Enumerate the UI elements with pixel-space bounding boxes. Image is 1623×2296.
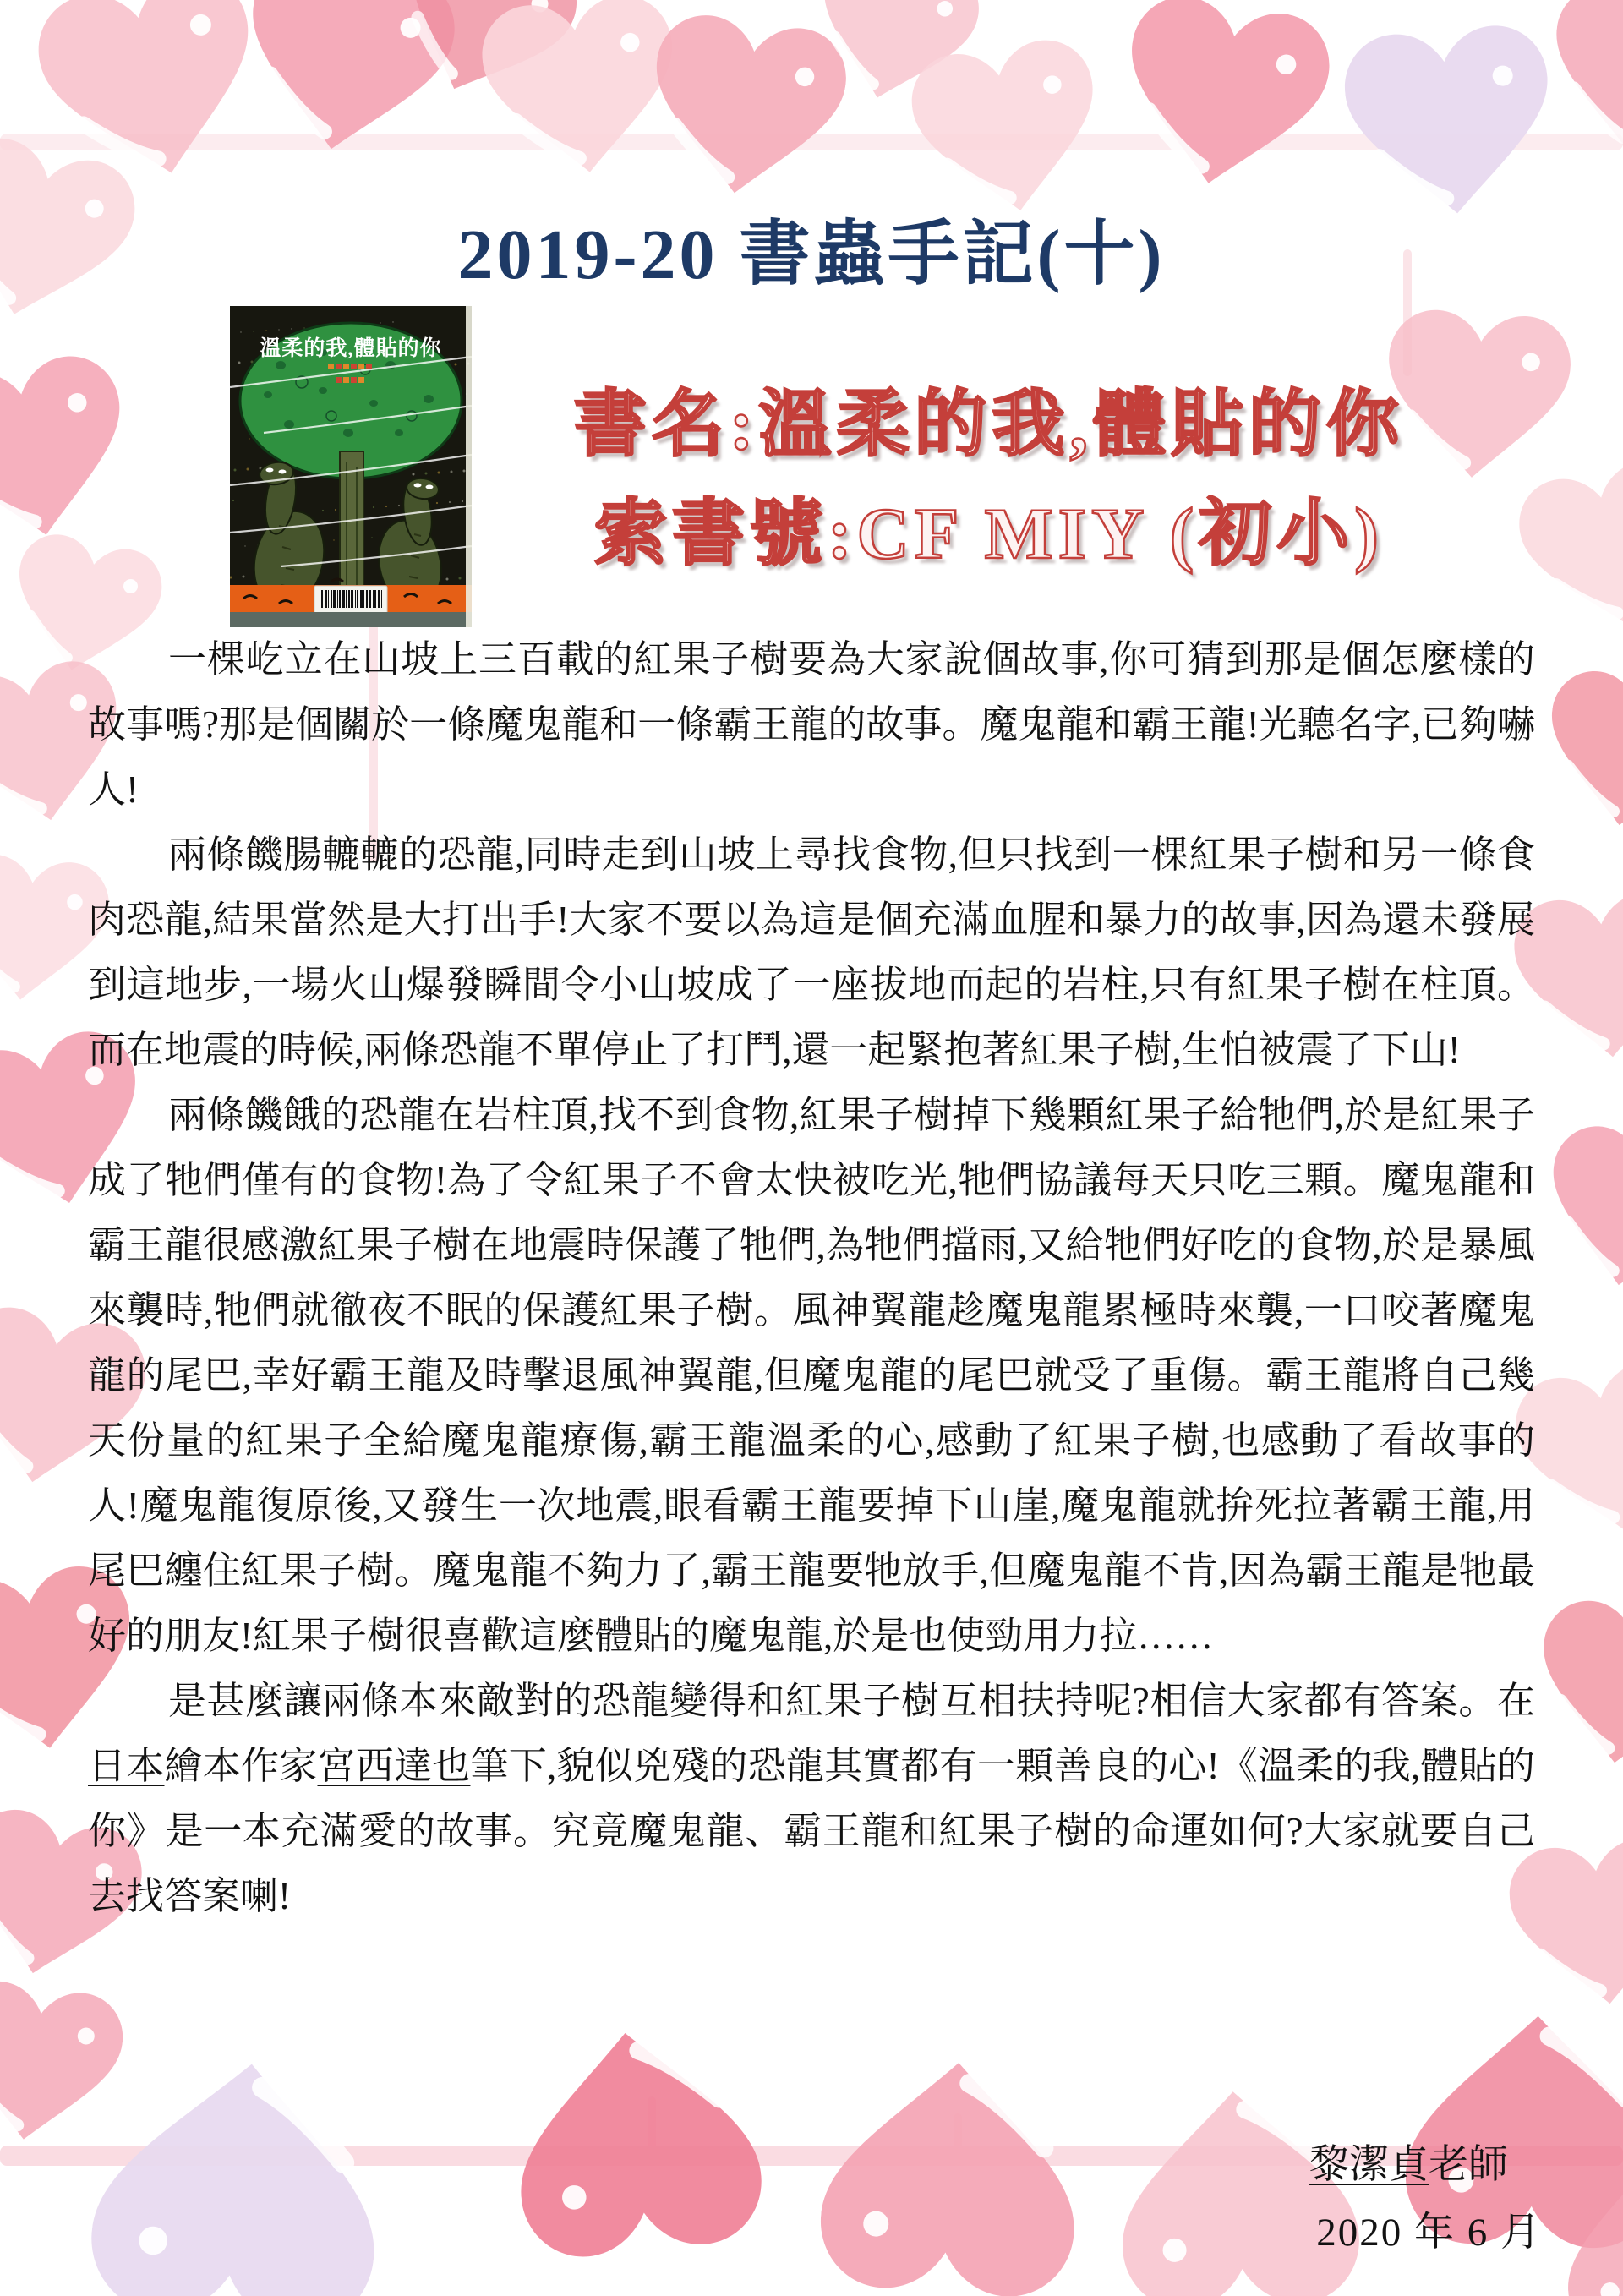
book-cover-art — [230, 306, 472, 627]
barcode-sticker — [314, 586, 387, 615]
call-number-line: 索書號:CF MIY (初小) — [594, 493, 1384, 574]
story-text — [88, 627, 1535, 1929]
teacher-signature: 黎潔貞老師 — [1309, 2143, 1508, 2187]
underlined-author-name: 宮西達也 — [317, 1745, 471, 1787]
book-info — [440, 370, 1538, 588]
underlined-japan: 日本 — [88, 1745, 165, 1787]
paragraph-2: 兩條饑腸轆轆的恐龍,同時走到山坡上尋找食物,但只找到一棵紅果子樹和另一條食肉恐龍,結果當然是大打出手!大家不要以為這是個充滿血腥和暴力的故事,因為還未發展到這地步,一場火山爆發瞬間令小山坡成了一座拔地而起的岩柱,只有紅果子樹在柱頂。而在地震的時候,兩條恐龍不單停止了打鬥,還一起緊抱著紅果子樹,生怕被震了下山! — [88, 834, 1535, 1071]
book-title-line: 書名:溫柔的我,體貼的你 — [573, 384, 1405, 465]
paragraph-4: 是甚麼讓兩條本來敵對的恐龍變得和紅果子樹互相扶持呢?相信大家都有答案。在日本繪本作家宮西達也筆下,貌似兇殘的恐龍其實都有一顆善良的心!《溫柔的我,體貼的你》是一本充滿愛的故事。究竟魔鬼龍、霸王龍和紅果子樹的命運如何?大家就要自己去找答案喇! — [88, 1680, 1535, 1917]
book-cover-image — [230, 306, 472, 627]
cover-title: 溫柔的我,體貼的你 — [260, 337, 442, 360]
paragraph-3: 兩條饑餓的恐龍在岩柱頂,找不到食物,紅果子樹掉下幾顆紅果子給牠們,於是紅果子成了牠們僅有的食物!為了令紅果子不會太快被吃光,牠們協議每天只吃三顆。魔鬼龍和霸王龍很感激紅果子樹在地震時保護了牠們,為牠們擋雨,又給牠們好吃的食物,於是暴風來襲時,牠們就徹夜不眠的保護紅果子樹。風神翼龍趁魔鬼龍累極時來襲,一口咬著魔鬼龍的尾巴,幸好霸王龍及時擊退風神翼龍,但魔鬼龍的尾巴就受了重傷。霸王龍將自己幾天份量的紅果子全給魔鬼龍療傷,霸王龍溫柔的心,感動了紅果子樹,也感動了看故事的人!魔鬼龍復原後,又發生一次地震,眼看霸王龍要掉下山崖,魔鬼龍就拚死拉著霸王龍,用尾巴纏住紅果子樹。魔鬼龍不夠力了,霸王龍要牠放手,但魔鬼龍不肯,因為霸王龍是牠最好的朋友!紅果子樹很喜歡這麼體貼的魔鬼龍,於是也使勁用力拉…… — [88, 1094, 1535, 1657]
date: 2020 年 6 月 — [1316, 2211, 1542, 2255]
signature-block — [1309, 2137, 1549, 2260]
page-title: 2019-20 書蟲手記(十) — [457, 216, 1166, 294]
paragraph-1: 一棵屹立在山坡上三百載的紅果子樹要為大家說個故事,你可猜到那是個怎麼樣的故事嗎?那是個關於一條魔鬼龍和一條霸王龍的故事。魔鬼龍和霸王龍!光聽名字,已夠嚇人! — [88, 638, 1535, 811]
